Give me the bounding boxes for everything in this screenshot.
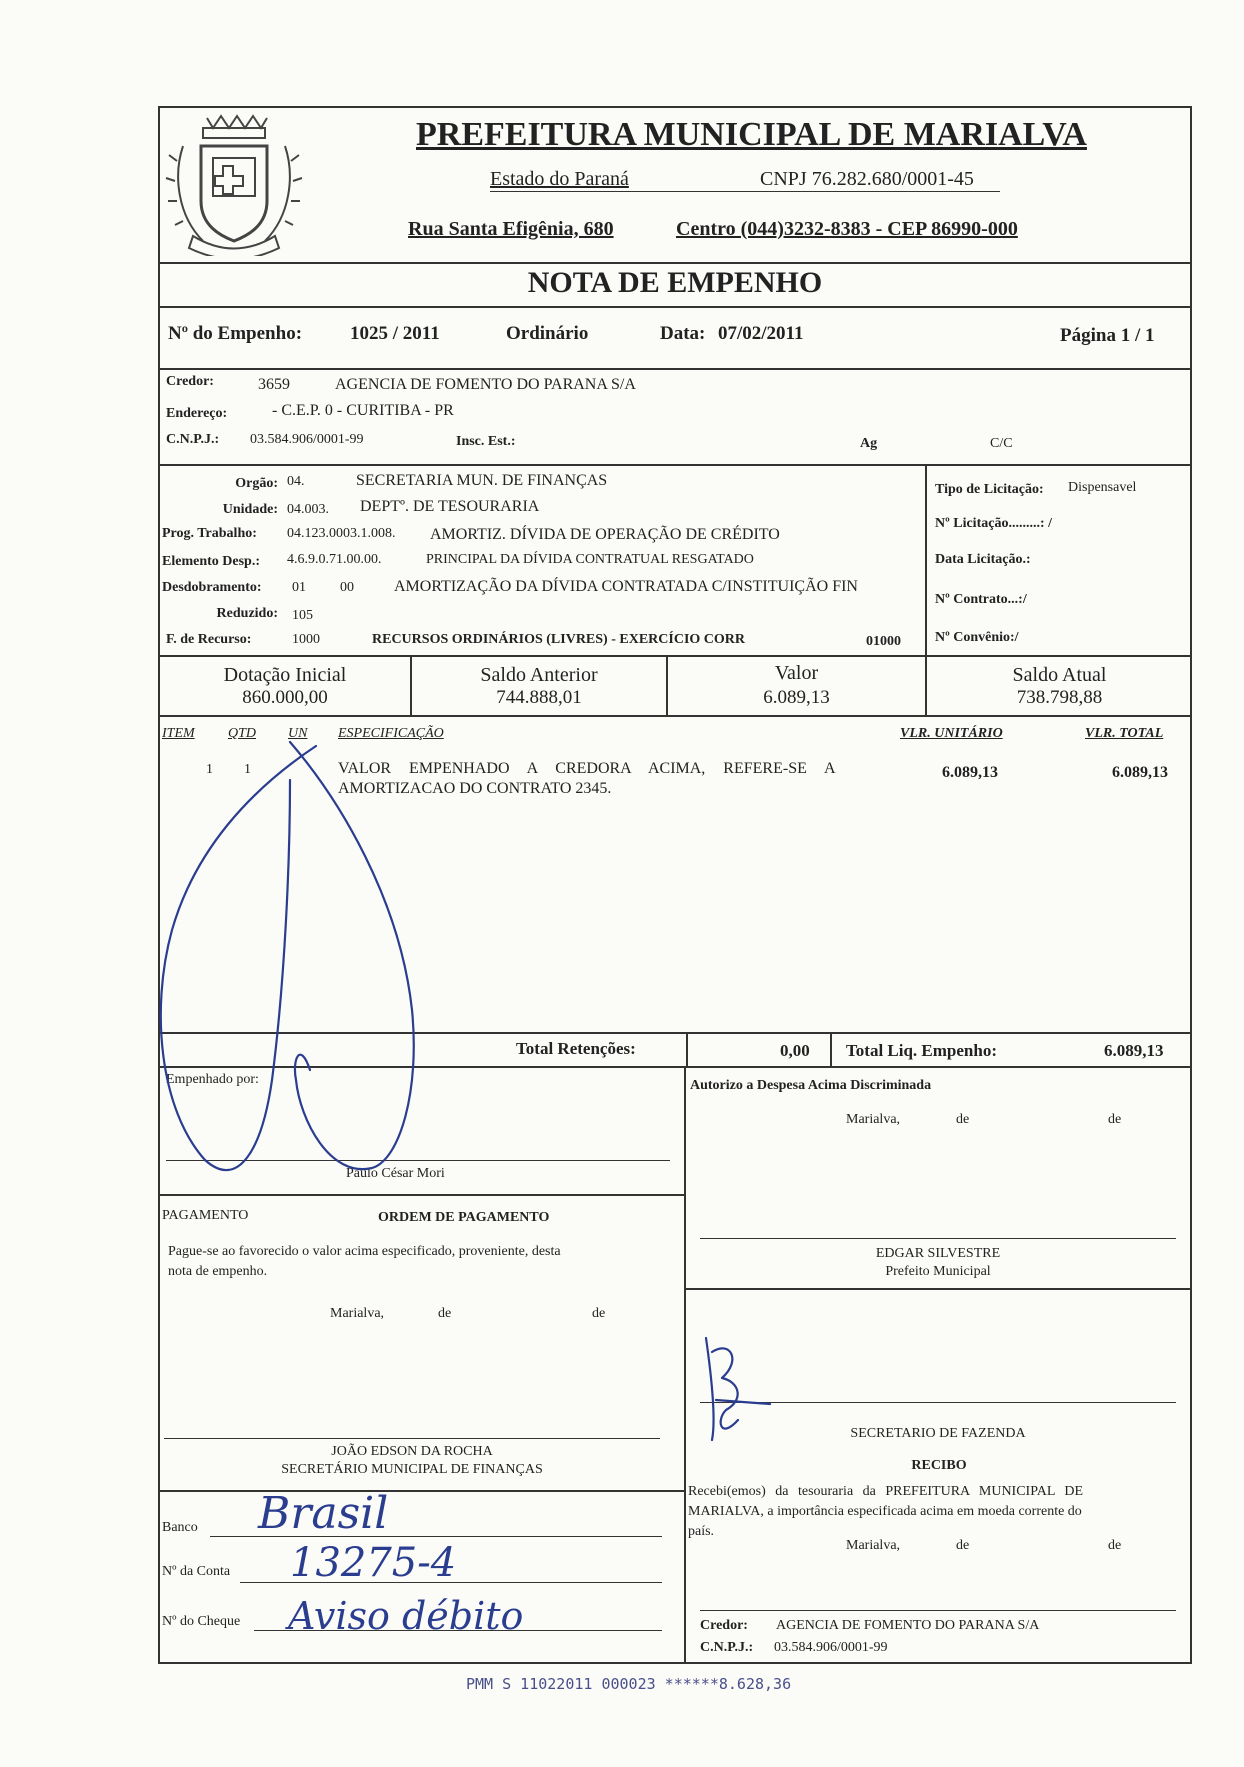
- pagamento-signer-name: JOÃO EDSON DA ROCHA: [331, 1444, 493, 1459]
- pagamento-text-line1: Pague-se ao favorecido o valor acima especificado, proveniente, desta: [168, 1244, 561, 1259]
- item-total: 6.089,13: [1112, 764, 1168, 781]
- municipality-title: PREFEITURA MUNICIPAL DE MARIALVA: [416, 116, 1087, 153]
- reduzido-label: Reduzido:: [216, 606, 278, 621]
- elemento-name: PRINCIPAL DA DÍVIDA CONTRATUAL RESGATADO: [426, 552, 754, 567]
- district-phone-cep: Centro (044)3232-8383 - CEP 86990-000: [676, 218, 1018, 240]
- prog-name: AMORTIZ. DÍVIDA DE OPERAÇÃO DE CRÉDITO: [430, 526, 780, 543]
- autorizo-de2: de: [1108, 1112, 1122, 1127]
- valor-label: Valor: [774, 662, 819, 684]
- convenio-number: Nº Convênio:/: [935, 630, 1019, 645]
- cheque-handwritten: Aviso débito: [288, 1594, 524, 1638]
- banco-label: Banco: [162, 1520, 198, 1535]
- saldo-anterior-label: Saldo Anterior: [480, 664, 598, 686]
- unidade-code: 04.003.: [287, 502, 329, 517]
- licitacao-date: Data Licitação.:: [935, 552, 1031, 567]
- reduzido-value: 105: [292, 608, 313, 623]
- valor-value: 6.089,13: [763, 687, 830, 708]
- elemento-code: 4.6.9.0.71.00.00.: [287, 552, 382, 567]
- liquid-empenho-label: Total Liq. Empenho:: [846, 1041, 997, 1060]
- orgao-label: Orgão:: [235, 476, 278, 491]
- item-unit-price: 6.089,13: [942, 764, 998, 781]
- prog-label: Prog. Trabalho:: [162, 526, 257, 541]
- pagamento-place: Marialva,: [330, 1306, 385, 1321]
- document-title: NOTA DE EMPENHO: [527, 266, 823, 299]
- credor-name: AGENCIA DE FOMENTO DO PARANA S/A: [335, 376, 636, 393]
- empenho-type: Ordinário: [506, 323, 589, 344]
- item-spec-line2: AMORTIZACAO DO CONTRATO 2345.: [338, 780, 612, 797]
- dotacao-value: 860.000,00: [242, 687, 328, 708]
- cc-label: C/C: [990, 436, 1013, 451]
- saldo-atual-value: 738.798,88: [1016, 687, 1103, 708]
- pagamento-signer-role: SECRETÁRIO MUNICIPAL DE FINANÇAS: [281, 1462, 543, 1477]
- secretario-role: SECRETARIO DE FAZENDA: [850, 1426, 1026, 1441]
- saldo-anterior-value: 744.888,01: [496, 687, 582, 708]
- orgao-code: 04.: [287, 474, 305, 489]
- pagamento-label: PAGAMENTO: [162, 1208, 249, 1223]
- conta-handwritten: 13275-4: [290, 1540, 457, 1586]
- credor-code: 3659: [258, 376, 290, 393]
- recibo-de1: de: [956, 1538, 970, 1553]
- recibo-text-line3: país.: [688, 1524, 715, 1539]
- empenhado-name: Paulo César Mori: [346, 1166, 445, 1181]
- recibo-cnpj-value: 03.584.906/0001-99: [774, 1640, 888, 1655]
- empenho-number: 1025 / 2011: [350, 323, 440, 344]
- pagamento-text-line2: nota de empenho.: [168, 1264, 268, 1279]
- liquid-empenho-value: 6.089,13: [1104, 1041, 1164, 1060]
- credor-cnpj: 03.584.906/0001-99: [250, 432, 364, 447]
- state-label: Estado do Paraná: [490, 168, 629, 190]
- item-number: 1: [206, 762, 213, 777]
- retencoes-label: Total Retenções:: [516, 1039, 636, 1058]
- ag-label: Ag: [860, 436, 878, 451]
- pagamento-de2: de: [592, 1306, 606, 1321]
- recurso-name: RECURSOS ORDINÁRIOS (LIVRES) - EXERCÍCIO CORR: [372, 632, 745, 647]
- endereco-label: Endereço:: [166, 406, 228, 421]
- total-column-header: VLR. TOTAL: [1085, 726, 1164, 741]
- autorizo-label: Autorizo a Despesa Acima Discriminada: [690, 1078, 932, 1093]
- recibo-cnpj-label: C.N.P.J.:: [700, 1640, 754, 1655]
- municipality-cnpj: CNPJ 76.282.680/0001-45: [760, 168, 974, 190]
- desdobramento-name: AMORTIZAÇÃO DA DÍVIDA CONTRATADA C/INSTITUIÇÃO FIN: [394, 578, 858, 595]
- credor-label: Credor:: [166, 374, 214, 389]
- recibo-credor-label: Credor:: [700, 1618, 748, 1633]
- prefeito-name: EDGAR SILVESTRE: [875, 1246, 1001, 1261]
- insc-label: Insc. Est.:: [456, 434, 516, 449]
- un-column-header: UN: [288, 726, 308, 741]
- unit-price-column-header: VLR. UNITÁRIO: [900, 726, 1003, 741]
- tipo-licitacao-value: Dispensavel: [1068, 480, 1137, 495]
- pagamento-de1: de: [438, 1306, 452, 1321]
- bank-stamp: PMM S 11022011 000023 ******8.628,36: [466, 1675, 792, 1693]
- cheque-label: Nº do Cheque: [162, 1614, 241, 1629]
- elemento-label: Elemento Desp.:: [162, 554, 260, 569]
- street-address: Rua Santa Efigênia, 680: [408, 218, 614, 240]
- recurso-code: 1000: [292, 632, 320, 647]
- item-column-header: ITEM: [162, 726, 195, 741]
- credor-address: - C.E.P. 0 - CURITIBA - PR: [272, 402, 454, 419]
- saldo-atual-label: Saldo Atual: [1012, 664, 1107, 686]
- date-label: Data:: [660, 323, 706, 344]
- autorizo-place: Marialva,: [846, 1112, 901, 1127]
- recibo-place: Marialva,: [846, 1538, 901, 1553]
- empenhado-label: Empenhado por:: [166, 1072, 259, 1087]
- prog-code: 04.123.0003.1.008.: [287, 526, 396, 541]
- empenho-label: Nº do Empenho:: [168, 323, 303, 344]
- banco-handwritten: Brasil: [258, 1488, 389, 1539]
- page-number: Página 1 / 1: [1060, 325, 1155, 346]
- item-spec-line1: VALOR EMPENHADO A CREDORA ACIMA, REFERE-SE A: [338, 760, 836, 777]
- tipo-licitacao-label: Tipo de Licitação:: [935, 482, 1044, 497]
- item-qtd: 1: [244, 762, 251, 777]
- qtd-column-header: QTD: [228, 726, 257, 741]
- recibo-text-line1: Recebi(emos) da tesouraria da PREFEITURA MUNICIPAL DE: [688, 1484, 1084, 1499]
- recibo-de2: de: [1108, 1538, 1122, 1553]
- unidade-name: DEPTº. DE TESOURARIA: [360, 498, 540, 515]
- orgao-name: SECRETARIA MUN. DE FINANÇAS: [356, 472, 608, 489]
- recibo-title: RECIBO: [911, 1458, 967, 1473]
- unidade-label: Unidade:: [222, 502, 278, 517]
- recurso-label: F. de Recurso:: [166, 632, 252, 647]
- recibo-credor-name: AGENCIA DE FOMENTO DO PARANA S/A: [776, 1618, 1040, 1633]
- prefeito-role: Prefeito Municipal: [885, 1264, 991, 1279]
- cnpj-label: C.N.P.J.:: [166, 432, 220, 447]
- licitacao-number: Nº Licitação.........: /: [935, 516, 1052, 531]
- autorizo-de1: de: [956, 1112, 970, 1127]
- conta-label: Nº da Conta: [162, 1564, 231, 1579]
- empenho-date: 07/02/2011: [718, 323, 804, 344]
- recibo-text-line2: MARIALVA, a importância especificada acima em moeda corrente do: [688, 1504, 1082, 1519]
- desdobramento-label: Desdobramento:: [162, 580, 262, 595]
- spec-column-header: ESPECIFICAÇÃO: [338, 726, 444, 741]
- dotacao-label: Dotação Inicial: [223, 664, 347, 686]
- recurso-code2: 01000: [866, 634, 901, 649]
- contrato-number: Nº Contrato...:/: [935, 592, 1027, 607]
- ordem-pagamento-title: ORDEM DE PAGAMENTO: [378, 1210, 550, 1225]
- retencoes-value: 0,00: [780, 1041, 810, 1060]
- desdobramento-code1: 01: [292, 580, 306, 595]
- desdobramento-code2: 00: [340, 580, 354, 595]
